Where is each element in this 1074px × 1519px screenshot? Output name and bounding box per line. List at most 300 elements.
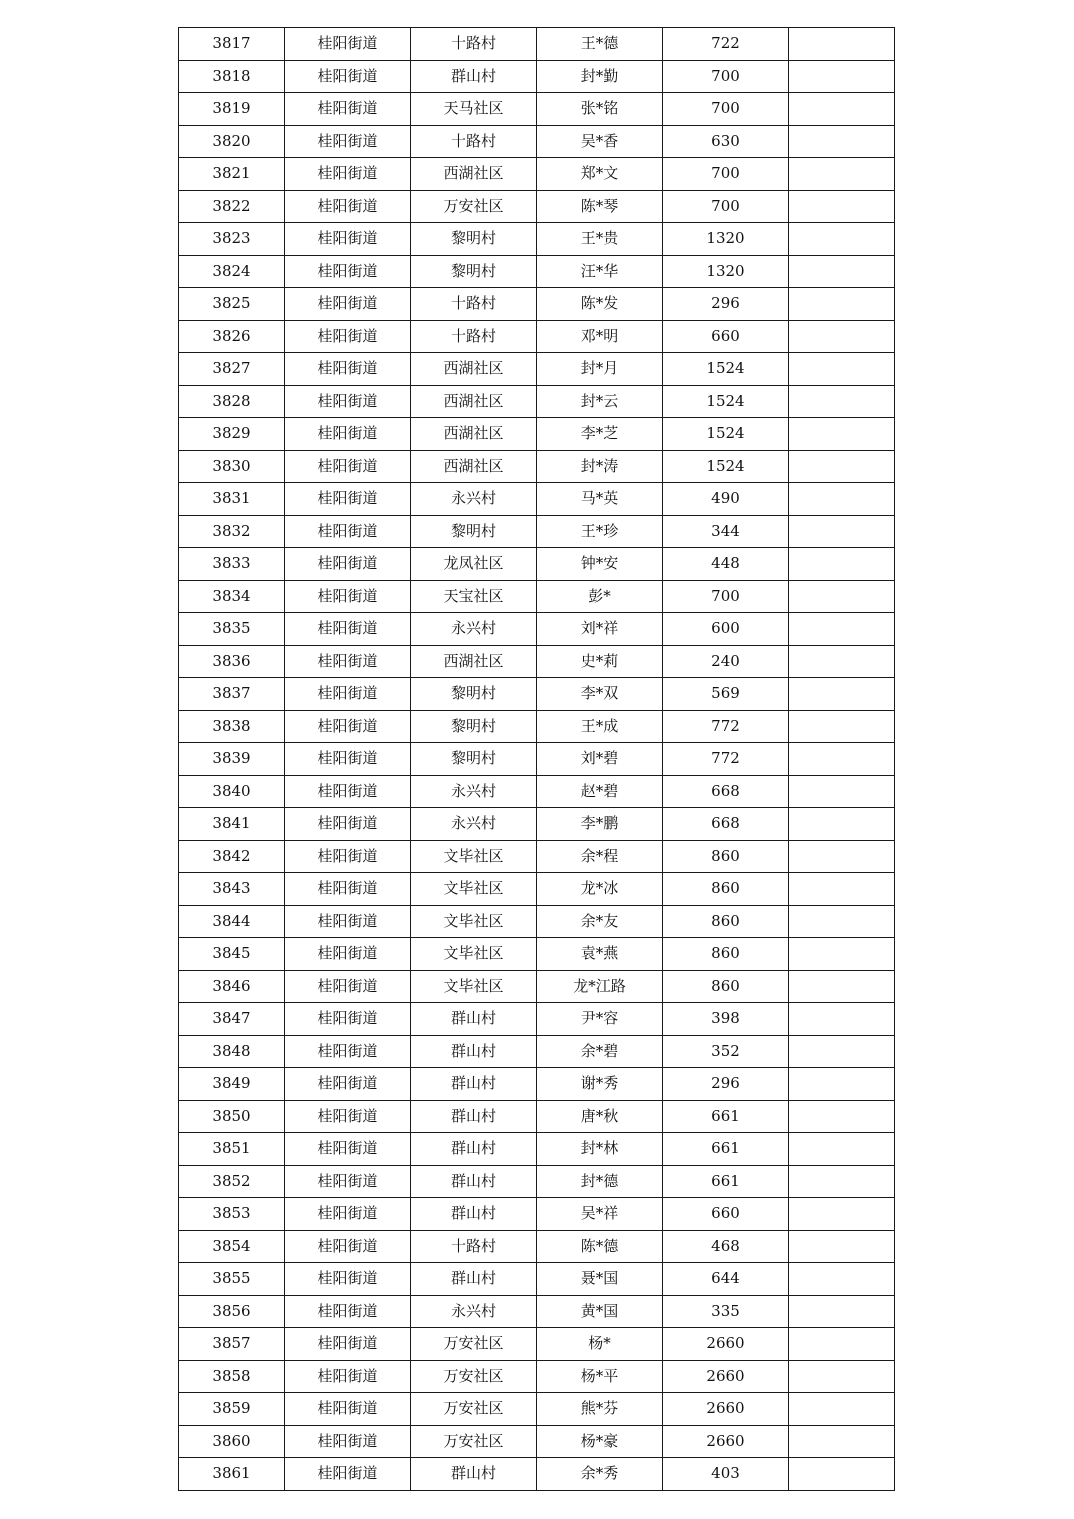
row-number-cell: 3844 [179,905,285,938]
amount-cell: 490 [663,483,789,516]
table-row [179,385,895,418]
amount-cell: 661 [663,1133,789,1166]
amount-cell: 700 [663,190,789,223]
note-cell [789,1198,895,1231]
village-cell: 文毕社区 [411,970,537,1003]
village-cell: 文毕社区 [411,840,537,873]
note-cell [789,1263,895,1296]
village-cell: 永兴村 [411,1295,537,1328]
note-cell [789,515,895,548]
row-number-cell: 3853 [179,1198,285,1231]
street-cell: 桂阳街道 [285,1295,411,1328]
name-cell: 赵*碧 [537,775,663,808]
name-cell: 余*秀 [537,1458,663,1491]
name-cell: 史*莉 [537,645,663,678]
village-cell: 文毕社区 [411,873,537,906]
street-cell: 桂阳街道 [285,1068,411,1101]
name-cell: 邓*明 [537,320,663,353]
amount-cell: 398 [663,1003,789,1036]
amount-cell: 644 [663,1263,789,1296]
amount-cell: 700 [663,158,789,191]
street-cell: 桂阳街道 [285,1198,411,1231]
note-cell [789,385,895,418]
table-row [179,873,895,906]
table-row [179,938,895,971]
street-cell: 桂阳街道 [285,905,411,938]
name-cell: 余*碧 [537,1035,663,1068]
row-number-cell: 3846 [179,970,285,1003]
row-number-cell: 3818 [179,60,285,93]
name-cell: 李*鹏 [537,808,663,841]
name-cell: 汪*华 [537,255,663,288]
name-cell: 杨*豪 [537,1425,663,1458]
note-cell [789,873,895,906]
name-cell: 龙*江路 [537,970,663,1003]
row-number-cell: 3839 [179,743,285,776]
table-row [179,515,895,548]
village-cell: 群山村 [411,1100,537,1133]
name-cell: 熊*芬 [537,1393,663,1426]
table-row [179,548,895,581]
amount-cell: 1524 [663,385,789,418]
table-row [179,1425,895,1458]
village-cell: 永兴村 [411,613,537,646]
row-number-cell: 3828 [179,385,285,418]
village-cell: 黎明村 [411,743,537,776]
street-cell: 桂阳街道 [285,418,411,451]
note-cell [789,1068,895,1101]
amount-cell: 1524 [663,353,789,386]
row-number-cell: 3838 [179,710,285,743]
amount-cell: 661 [663,1165,789,1198]
name-cell: 王*珍 [537,515,663,548]
street-cell: 桂阳街道 [285,125,411,158]
amount-cell: 700 [663,93,789,126]
row-number-cell: 3829 [179,418,285,451]
table-row [179,1328,895,1361]
row-number-cell: 3858 [179,1360,285,1393]
village-cell: 西湖社区 [411,158,537,191]
row-number-cell: 3832 [179,515,285,548]
street-cell: 桂阳街道 [285,938,411,971]
village-cell: 天马社区 [411,93,537,126]
row-number-cell: 3852 [179,1165,285,1198]
village-cell: 群山村 [411,1133,537,1166]
records-table [178,27,895,1491]
name-cell: 封*林 [537,1133,663,1166]
street-cell: 桂阳街道 [285,450,411,483]
street-cell: 桂阳街道 [285,28,411,61]
row-number-cell: 3856 [179,1295,285,1328]
note-cell [789,255,895,288]
table-row [179,580,895,613]
amount-cell: 700 [663,580,789,613]
row-number-cell: 3848 [179,1035,285,1068]
street-cell: 桂阳街道 [285,970,411,1003]
row-number-cell: 3850 [179,1100,285,1133]
table-row [179,60,895,93]
street-cell: 桂阳街道 [285,320,411,353]
street-cell: 桂阳街道 [285,1003,411,1036]
amount-cell: 1524 [663,418,789,451]
amount-cell: 772 [663,710,789,743]
village-cell: 永兴村 [411,775,537,808]
name-cell: 刘*碧 [537,743,663,776]
note-cell [789,1360,895,1393]
row-number-cell: 3824 [179,255,285,288]
row-number-cell: 3837 [179,678,285,711]
village-cell: 西湖社区 [411,645,537,678]
table-row [179,678,895,711]
name-cell: 杨*平 [537,1360,663,1393]
table-row [179,1393,895,1426]
note-cell [789,1230,895,1263]
note-cell [789,1165,895,1198]
village-cell: 黎明村 [411,515,537,548]
table-row [179,613,895,646]
name-cell: 余*程 [537,840,663,873]
village-cell: 十路村 [411,28,537,61]
table-row [179,808,895,841]
table-row [179,190,895,223]
village-cell: 黎明村 [411,710,537,743]
note-cell [789,418,895,451]
village-cell: 永兴村 [411,483,537,516]
street-cell: 桂阳街道 [285,678,411,711]
row-number-cell: 3834 [179,580,285,613]
amount-cell: 600 [663,613,789,646]
note-cell [789,353,895,386]
village-cell: 万安社区 [411,1360,537,1393]
row-number-cell: 3836 [179,645,285,678]
amount-cell: 772 [663,743,789,776]
table-row [179,1165,895,1198]
amount-cell: 860 [663,873,789,906]
amount-cell: 352 [663,1035,789,1068]
street-cell: 桂阳街道 [285,158,411,191]
note-cell [789,775,895,808]
row-number-cell: 3827 [179,353,285,386]
street-cell: 桂阳街道 [285,1458,411,1491]
row-number-cell: 3842 [179,840,285,873]
note-cell [789,1133,895,1166]
table-row [179,288,895,321]
name-cell: 王*德 [537,28,663,61]
amount-cell: 860 [663,840,789,873]
note-cell [789,93,895,126]
records-table-body [179,28,895,1491]
village-cell: 十路村 [411,1230,537,1263]
amount-cell: 2660 [663,1360,789,1393]
row-number-cell: 3831 [179,483,285,516]
village-cell: 西湖社区 [411,385,537,418]
row-number-cell: 3835 [179,613,285,646]
note-cell [789,483,895,516]
table-row [179,743,895,776]
village-cell: 万安社区 [411,1328,537,1361]
table-row [179,1133,895,1166]
street-cell: 桂阳街道 [285,1425,411,1458]
amount-cell: 860 [663,938,789,971]
row-number-cell: 3859 [179,1393,285,1426]
name-cell: 尹*容 [537,1003,663,1036]
village-cell: 天宝社区 [411,580,537,613]
street-cell: 桂阳街道 [285,1263,411,1296]
amount-cell: 448 [663,548,789,581]
street-cell: 桂阳街道 [285,645,411,678]
village-cell: 群山村 [411,1003,537,1036]
name-cell: 李*芝 [537,418,663,451]
street-cell: 桂阳街道 [285,1328,411,1361]
table-row [179,1360,895,1393]
row-number-cell: 3833 [179,548,285,581]
table-row [179,905,895,938]
street-cell: 桂阳街道 [285,613,411,646]
name-cell: 封*云 [537,385,663,418]
table-row [179,158,895,191]
village-cell: 永兴村 [411,808,537,841]
table-row [179,93,895,126]
village-cell: 万安社区 [411,190,537,223]
table-row [179,320,895,353]
table-row [179,1263,895,1296]
street-cell: 桂阳街道 [285,1230,411,1263]
street-cell: 桂阳街道 [285,515,411,548]
row-number-cell: 3861 [179,1458,285,1491]
note-cell [789,158,895,191]
note-cell [789,450,895,483]
table-row [179,1230,895,1263]
table-row [179,710,895,743]
street-cell: 桂阳街道 [285,223,411,256]
note-cell [789,1035,895,1068]
name-cell: 袁*燕 [537,938,663,971]
name-cell: 刘*祥 [537,613,663,646]
row-number-cell: 3847 [179,1003,285,1036]
amount-cell: 403 [663,1458,789,1491]
name-cell: 吴*香 [537,125,663,158]
street-cell: 桂阳街道 [285,190,411,223]
note-cell [789,1295,895,1328]
amount-cell: 296 [663,288,789,321]
note-cell [789,60,895,93]
table-row [179,450,895,483]
note-cell [789,125,895,158]
row-number-cell: 3819 [179,93,285,126]
amount-cell: 569 [663,678,789,711]
row-number-cell: 3825 [179,288,285,321]
note-cell [789,840,895,873]
note-cell [789,678,895,711]
amount-cell: 335 [663,1295,789,1328]
note-cell [789,970,895,1003]
row-number-cell: 3817 [179,28,285,61]
village-cell: 龙凤社区 [411,548,537,581]
row-number-cell: 3820 [179,125,285,158]
name-cell: 封*勤 [537,60,663,93]
village-cell: 万安社区 [411,1425,537,1458]
village-cell: 文毕社区 [411,938,537,971]
name-cell: 唐*秋 [537,1100,663,1133]
street-cell: 桂阳街道 [285,93,411,126]
name-cell: 余*友 [537,905,663,938]
street-cell: 桂阳街道 [285,840,411,873]
village-cell: 十路村 [411,288,537,321]
amount-cell: 296 [663,1068,789,1101]
street-cell: 桂阳街道 [285,1360,411,1393]
street-cell: 桂阳街道 [285,483,411,516]
amount-cell: 660 [663,320,789,353]
street-cell: 桂阳街道 [285,548,411,581]
table-row [179,255,895,288]
row-number-cell: 3823 [179,223,285,256]
street-cell: 桂阳街道 [285,710,411,743]
name-cell: 陈*德 [537,1230,663,1263]
amount-cell: 630 [663,125,789,158]
note-cell [789,645,895,678]
table-row [179,645,895,678]
row-number-cell: 3830 [179,450,285,483]
name-cell: 封*涛 [537,450,663,483]
table-row [179,1295,895,1328]
name-cell: 封*月 [537,353,663,386]
row-number-cell: 3826 [179,320,285,353]
village-cell: 十路村 [411,125,537,158]
village-cell: 十路村 [411,320,537,353]
row-number-cell: 3843 [179,873,285,906]
village-cell: 群山村 [411,1458,537,1491]
street-cell: 桂阳街道 [285,1133,411,1166]
village-cell: 群山村 [411,60,537,93]
amount-cell: 1320 [663,223,789,256]
name-cell: 谢*秀 [537,1068,663,1101]
street-cell: 桂阳街道 [285,255,411,288]
table-row [179,1003,895,1036]
street-cell: 桂阳街道 [285,808,411,841]
row-number-cell: 3822 [179,190,285,223]
note-cell [789,743,895,776]
row-number-cell: 3845 [179,938,285,971]
village-cell: 群山村 [411,1035,537,1068]
street-cell: 桂阳街道 [285,775,411,808]
street-cell: 桂阳街道 [285,385,411,418]
note-cell [789,288,895,321]
amount-cell: 860 [663,970,789,1003]
name-cell: 聂*国 [537,1263,663,1296]
name-cell: 郑*文 [537,158,663,191]
table-row [179,418,895,451]
table-row [179,1100,895,1133]
name-cell: 彭* [537,580,663,613]
name-cell: 龙*冰 [537,873,663,906]
name-cell: 封*德 [537,1165,663,1198]
amount-cell: 2660 [663,1393,789,1426]
amount-cell: 2660 [663,1328,789,1361]
note-cell [789,613,895,646]
name-cell: 李*双 [537,678,663,711]
name-cell: 王*成 [537,710,663,743]
note-cell [789,1100,895,1133]
village-cell: 群山村 [411,1068,537,1101]
table-row [179,1035,895,1068]
name-cell: 陈*琴 [537,190,663,223]
street-cell: 桂阳街道 [285,743,411,776]
note-cell [789,548,895,581]
amount-cell: 1320 [663,255,789,288]
name-cell: 陈*发 [537,288,663,321]
village-cell: 西湖社区 [411,418,537,451]
village-cell: 黎明村 [411,678,537,711]
note-cell [789,28,895,61]
street-cell: 桂阳街道 [285,580,411,613]
table-row [179,1068,895,1101]
amount-cell: 668 [663,775,789,808]
name-cell: 马*英 [537,483,663,516]
amount-cell: 468 [663,1230,789,1263]
row-number-cell: 3860 [179,1425,285,1458]
amount-cell: 1524 [663,450,789,483]
name-cell: 杨* [537,1328,663,1361]
table-row [179,483,895,516]
table-row [179,353,895,386]
village-cell: 黎明村 [411,223,537,256]
village-cell: 群山村 [411,1263,537,1296]
village-cell: 西湖社区 [411,353,537,386]
amount-cell: 661 [663,1100,789,1133]
amount-cell: 344 [663,515,789,548]
row-number-cell: 3855 [179,1263,285,1296]
street-cell: 桂阳街道 [285,1100,411,1133]
note-cell [789,1425,895,1458]
note-cell [789,938,895,971]
amount-cell: 700 [663,60,789,93]
table-row [179,125,895,158]
village-cell: 黎明村 [411,255,537,288]
village-cell: 群山村 [411,1198,537,1231]
note-cell [789,223,895,256]
street-cell: 桂阳街道 [285,873,411,906]
street-cell: 桂阳街道 [285,1035,411,1068]
name-cell: 张*铭 [537,93,663,126]
amount-cell: 722 [663,28,789,61]
row-number-cell: 3849 [179,1068,285,1101]
note-cell [789,190,895,223]
table-row [179,223,895,256]
amount-cell: 660 [663,1198,789,1231]
name-cell: 钟*安 [537,548,663,581]
village-cell: 文毕社区 [411,905,537,938]
note-cell [789,905,895,938]
name-cell: 王*贵 [537,223,663,256]
note-cell [789,580,895,613]
street-cell: 桂阳街道 [285,60,411,93]
row-number-cell: 3854 [179,1230,285,1263]
street-cell: 桂阳街道 [285,1165,411,1198]
note-cell [789,808,895,841]
street-cell: 桂阳街道 [285,353,411,386]
table-row [179,840,895,873]
table-row [179,970,895,1003]
street-cell: 桂阳街道 [285,1393,411,1426]
village-cell: 群山村 [411,1165,537,1198]
name-cell: 吴*祥 [537,1198,663,1231]
amount-cell: 2660 [663,1425,789,1458]
amount-cell: 668 [663,808,789,841]
note-cell [789,1003,895,1036]
name-cell: 黄*国 [537,1295,663,1328]
row-number-cell: 3851 [179,1133,285,1166]
street-cell: 桂阳街道 [285,288,411,321]
